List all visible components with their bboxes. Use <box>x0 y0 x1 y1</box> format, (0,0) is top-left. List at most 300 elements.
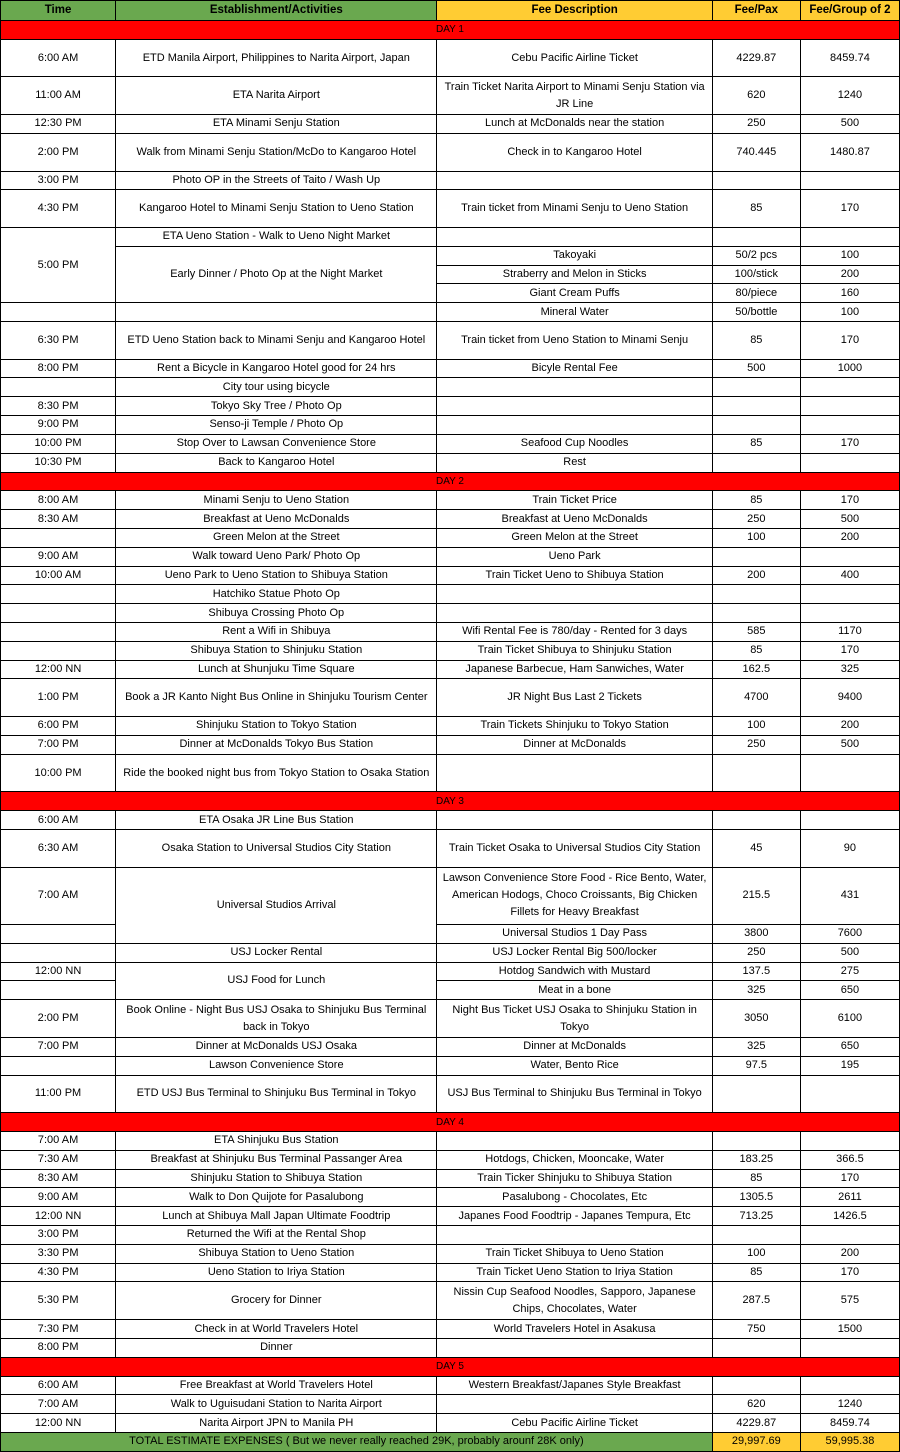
fee-pax-cell[interactable]: 85 <box>712 1169 800 1188</box>
time-cell[interactable]: 1:00 PM <box>1 679 116 717</box>
fee-group-cell[interactable]: 1240 <box>800 1395 899 1414</box>
fee-group-cell[interactable]: 8459.74 <box>800 1414 899 1433</box>
day-label[interactable]: DAY 4 <box>1 1113 900 1132</box>
fee-pax-cell[interactable] <box>712 754 800 792</box>
time-cell[interactable]: 5:30 PM <box>1 1282 116 1320</box>
fee-pax-cell[interactable]: 620 <box>712 77 800 115</box>
activity-cell[interactable]: Green Melon at the Street <box>116 528 437 547</box>
time-cell[interactable]: 7:00 AM <box>1 1395 116 1414</box>
activity-cell[interactable]: Walk from Minami Senju Station/McDo to Kangaroo Hotel <box>116 133 437 171</box>
fee-group-cell[interactable]: 200 <box>800 717 899 736</box>
fee-pax-cell[interactable]: 85 <box>712 641 800 660</box>
fee-pax-cell[interactable]: 4229.87 <box>712 39 800 77</box>
time-cell[interactable]: 4:30 PM <box>1 190 116 228</box>
activity-cell[interactable]: Walk toward Ueno Park/ Photo Op <box>116 547 437 566</box>
activity-cell[interactable]: Kangaroo Hotel to Minami Senju Station to Ueno Station <box>116 190 437 228</box>
day-row <box>1 1357 900 1376</box>
fee-description-cell[interactable] <box>437 397 712 416</box>
activity-cell[interactable]: Stop Over to Lawsan Convenience Store <box>116 434 437 453</box>
fee-description-cell[interactable]: Cebu Pacific Airline Ticket <box>437 39 712 77</box>
fee-group-cell[interactable]: 170 <box>800 641 899 660</box>
fee-group-cell[interactable] <box>800 227 899 246</box>
time-cell[interactable]: 12:00 NN <box>1 1207 116 1226</box>
activity-cell[interactable]: Ueno Station to Iriya Station <box>116 1263 437 1282</box>
fee-group-cell[interactable]: 195 <box>800 1056 899 1075</box>
fee-group-cell[interactable]: 160 <box>800 284 899 303</box>
fee-pax-cell[interactable]: 162.5 <box>712 660 800 679</box>
fee-pax-cell[interactable]: 85 <box>712 322 800 360</box>
activity-cell[interactable]: Back to Kangaroo Hotel <box>116 453 437 472</box>
activity-cell[interactable]: ETA Ueno Station - Walk to Ueno Night Market <box>116 227 437 246</box>
fee-pax-cell[interactable] <box>712 1226 800 1245</box>
fee-pax-cell[interactable]: 620 <box>712 1395 800 1414</box>
time-cell[interactable]: 7:00 AM <box>1 1131 116 1150</box>
fee-pax-cell[interactable]: 250 <box>712 115 800 134</box>
fee-group-cell[interactable] <box>800 397 899 416</box>
fee-description-cell[interactable]: Ueno Park <box>437 547 712 566</box>
time-cell[interactable]: 6:00 AM <box>1 39 116 77</box>
fee-pax-cell[interactable]: 80/piece <box>712 284 800 303</box>
fee-group-cell[interactable] <box>800 811 899 830</box>
activity-cell[interactable]: USJ Locker Rental <box>116 943 437 962</box>
fee-group-cell[interactable]: 275 <box>800 962 899 981</box>
fee-description-cell[interactable]: Train Tickets Shinjuku to Tokyo Station <box>437 717 712 736</box>
activity-cell[interactable]: Breakfast at Shinjuku Bus Terminal Passanger Area <box>116 1150 437 1169</box>
fee-pax-cell[interactable]: 4229.87 <box>712 1414 800 1433</box>
activity-cell[interactable]: ETA Shinjuku Bus Station <box>116 1131 437 1150</box>
fee-group-cell[interactable]: 200 <box>800 528 899 547</box>
fee-description-cell[interactable]: Lunch at McDonalds near the station <box>437 115 712 134</box>
fee-group-cell[interactable]: 431 <box>800 867 899 924</box>
fee-pax-cell[interactable]: 100 <box>712 528 800 547</box>
activity-cell[interactable]: Grocery for Dinner <box>116 1282 437 1320</box>
fee-pax-cell[interactable] <box>712 171 800 190</box>
time-cell[interactable]: 8:00 PM <box>1 359 116 378</box>
fee-description-cell[interactable]: Train ticket from Minami Senju to Ueno Station <box>437 190 712 228</box>
activity-cell[interactable]: Shibuya Crossing Photo Op <box>116 604 437 623</box>
fee-group-cell[interactable] <box>800 585 899 604</box>
time-cell[interactable]: 7:00 PM <box>1 1037 116 1056</box>
fee-pax-cell[interactable]: 750 <box>712 1320 800 1339</box>
fee-group-cell[interactable]: 1426.5 <box>800 1207 899 1226</box>
fee-pax-cell[interactable] <box>712 227 800 246</box>
fee-pax-cell[interactable]: 85 <box>712 491 800 510</box>
activity-cell[interactable] <box>116 303 437 322</box>
fee-description-cell[interactable]: Dinner at McDonalds <box>437 735 712 754</box>
fee-pax-cell[interactable]: 250 <box>712 735 800 754</box>
fee-description-cell[interactable]: Train Ticket Price <box>437 491 712 510</box>
fee-description-cell[interactable]: Train Ticket Shibuya to Ueno Station <box>437 1244 712 1263</box>
fee-description-cell[interactable]: Giant Cream Puffs <box>437 284 712 303</box>
fee-group-cell[interactable] <box>800 378 899 397</box>
time-cell[interactable]: 7:30 AM <box>1 1150 116 1169</box>
fee-group-cell[interactable] <box>800 1376 899 1395</box>
time-cell[interactable]: 10:00 AM <box>1 566 116 585</box>
fee-group-cell[interactable]: 650 <box>800 1037 899 1056</box>
fee-description-cell[interactable]: Green Melon at the Street <box>437 528 712 547</box>
fee-group-cell[interactable]: 9400 <box>800 679 899 717</box>
activity-cell[interactable]: ETD Manila Airport, Philippines to Narita Airport, Japan <box>116 39 437 77</box>
fee-description-cell[interactable]: Western Breakfast/Japanes Style Breakfast <box>437 1376 712 1395</box>
fee-pax-cell[interactable]: 100/stick <box>712 265 800 284</box>
fee-pax-cell[interactable]: 287.5 <box>712 1282 800 1320</box>
fee-pax-cell[interactable]: 100 <box>712 717 800 736</box>
table-row <box>1 416 900 435</box>
fee-description-cell[interactable] <box>437 585 712 604</box>
fee-description-cell[interactable] <box>437 754 712 792</box>
fee-description-cell[interactable] <box>437 378 712 397</box>
activity-cell[interactable]: Rent a Bicycle in Kangaroo Hotel good for 24 hrs <box>116 359 437 378</box>
fee-group-cell[interactable]: 1240 <box>800 77 899 115</box>
fee-pax-cell[interactable]: 137.5 <box>712 962 800 981</box>
fee-pax-cell[interactable]: 97.5 <box>712 1056 800 1075</box>
fee-description-cell[interactable]: Train Ticket Ueno to Shibuya Station <box>437 566 712 585</box>
fee-group-cell[interactable]: 325 <box>800 660 899 679</box>
activity-cell[interactable]: Book a JR Kanto Night Bus Online in Shinjuku Tourism Center <box>116 679 437 717</box>
activity-cell[interactable]: Tokyo Sky Tree / Photo Op <box>116 397 437 416</box>
fee-pax-cell[interactable] <box>712 378 800 397</box>
fee-description-cell[interactable] <box>437 811 712 830</box>
activity-cell[interactable]: City tour using bicycle <box>116 378 437 397</box>
activity-cell[interactable]: Lunch at Shibuya Mall Japan Ultimate Foodtrip <box>116 1207 437 1226</box>
activity-cell[interactable]: Check in at World Travelers Hotel <box>116 1320 437 1339</box>
activity-cell[interactable]: Early Dinner / Photo Op at the Night Market <box>116 246 437 302</box>
fee-group-cell[interactable]: 170 <box>800 434 899 453</box>
fee-group-cell[interactable]: 366.5 <box>800 1150 899 1169</box>
fee-description-cell[interactable]: Train Ticket Osaka to Universal Studios City Station <box>437 829 712 867</box>
fee-group-cell[interactable]: 8459.74 <box>800 39 899 77</box>
activity-cell[interactable]: Universal Studios Arrival <box>116 867 437 943</box>
fee-description-cell[interactable]: Cebu Pacific Airline Ticket <box>437 1414 712 1433</box>
fee-description-cell[interactable]: JR Night Bus Last 2 Tickets <box>437 679 712 717</box>
fee-pax-cell[interactable]: 500 <box>712 359 800 378</box>
fee-description-cell[interactable] <box>437 416 712 435</box>
fee-pax-cell[interactable]: 713.25 <box>712 1207 800 1226</box>
activity-cell[interactable]: USJ Food for Lunch <box>116 962 437 1000</box>
activity-cell[interactable]: Shinjuku Station to Shibuya Station <box>116 1169 437 1188</box>
activity-cell[interactable]: Rent a Wifi in Shibuya <box>116 623 437 642</box>
time-cell[interactable]: 12:30 PM <box>1 115 116 134</box>
activity-cell[interactable]: Ride the booked night bus from Tokyo Station to Osaka Station <box>116 754 437 792</box>
time-cell[interactable] <box>1 943 116 962</box>
activity-cell[interactable]: ETA Narita Airport <box>116 77 437 115</box>
fee-pax-cell[interactable]: 200 <box>712 566 800 585</box>
fee-pax-cell[interactable]: 1305.5 <box>712 1188 800 1207</box>
table-row <box>1 1150 900 1169</box>
time-cell[interactable]: 2:00 PM <box>1 133 116 171</box>
fee-group-cell[interactable]: 170 <box>800 322 899 360</box>
fee-description-cell[interactable]: Seafood Cup Noodles <box>437 434 712 453</box>
fee-group-cell[interactable] <box>800 1226 899 1245</box>
time-cell[interactable]: 5:00 PM <box>1 227 116 302</box>
fee-group-cell[interactable]: 170 <box>800 190 899 228</box>
fee-group-cell[interactable]: 500 <box>800 735 899 754</box>
activity-cell[interactable]: Senso-ji Temple / Photo Op <box>116 416 437 435</box>
activity-cell[interactable]: Lunch at Shunjuku Time Square <box>116 660 437 679</box>
time-cell[interactable] <box>1 981 116 1000</box>
time-cell[interactable]: 8:00 AM <box>1 491 116 510</box>
fee-description-cell[interactable]: Wifi Rental Fee is 780/day - Rented for 3 days <box>437 623 712 642</box>
fee-pax-cell[interactable] <box>712 585 800 604</box>
fee-pax-header[interactable]: Fee/Pax <box>712 1 800 21</box>
fee-group-cell[interactable] <box>800 453 899 472</box>
table-row <box>1 1226 900 1245</box>
fee-description-cell[interactable]: Nissin Cup Seafood Noodles, Sapporo, Japanese Chips, Chocolates, Water <box>437 1282 712 1320</box>
fee-group-cell[interactable]: 400 <box>800 566 899 585</box>
time-cell[interactable]: 9:00 AM <box>1 547 116 566</box>
time-cell[interactable] <box>1 585 116 604</box>
time-cell[interactable]: 6:00 AM <box>1 811 116 830</box>
fee-description-cell[interactable]: Japanes Food Foodtrip - Japanes Tempura, Etc <box>437 1207 712 1226</box>
time-cell[interactable] <box>1 925 116 944</box>
time-cell[interactable] <box>1 1056 116 1075</box>
fee-group-cell[interactable]: 200 <box>800 265 899 284</box>
total-pax[interactable]: 29,997.69 <box>712 1432 800 1451</box>
fee-pax-cell[interactable]: 250 <box>712 510 800 529</box>
fee-group-cell[interactable] <box>800 416 899 435</box>
activity-cell[interactable]: Dinner at McDonalds USJ Osaka <box>116 1037 437 1056</box>
fee-description-cell[interactable]: Lawson Convenience Store Food - Rice Bento, Water, American Hodogs, Choco Croissants, Big Chicken Fillets for Heavy Breakfast <box>437 867 712 924</box>
fee-description-cell[interactable]: Pasalubong - Chocolates, Etc <box>437 1188 712 1207</box>
fee-group-cell[interactable] <box>800 1131 899 1150</box>
fee-description-cell[interactable] <box>437 227 712 246</box>
fee-group-cell[interactable]: 500 <box>800 510 899 529</box>
activity-cell[interactable]: Shinjuku Station to Tokyo Station <box>116 717 437 736</box>
fee-group-cell[interactable]: 170 <box>800 1263 899 1282</box>
time-cell[interactable]: 3:00 PM <box>1 1226 116 1245</box>
activity-cell[interactable]: Ueno Park to Ueno Station to Shibuya Station <box>116 566 437 585</box>
fee-description-cell[interactable]: Train Ticket Shibuya to Shinjuku Station <box>437 641 712 660</box>
time-cell[interactable] <box>1 641 116 660</box>
time-cell[interactable]: 10:00 PM <box>1 434 116 453</box>
fee-description-cell[interactable]: Rest <box>437 453 712 472</box>
fee-description-header[interactable]: Fee Description <box>437 1 712 21</box>
time-cell[interactable]: 8:30 PM <box>1 397 116 416</box>
fee-pax-cell[interactable]: 85 <box>712 434 800 453</box>
activity-cell[interactable]: Osaka Station to Universal Studios City Station <box>116 829 437 867</box>
day-label[interactable]: DAY 3 <box>1 792 900 811</box>
activity-cell[interactable]: Dinner <box>116 1338 437 1357</box>
fee-group-cell[interactable]: 1480.87 <box>800 133 899 171</box>
time-cell[interactable]: 12:00 NN <box>1 660 116 679</box>
time-cell[interactable]: 2:00 PM <box>1 1000 116 1038</box>
fee-group-cell[interactable]: 1170 <box>800 623 899 642</box>
fee-description-cell[interactable]: Breakfast at Ueno McDonalds <box>437 510 712 529</box>
fee-group-cell[interactable] <box>800 171 899 190</box>
fee-pax-cell[interactable]: 4700 <box>712 679 800 717</box>
fee-description-cell[interactable]: Hotdog Sandwich with Mustard <box>437 962 712 981</box>
fee-description-cell[interactable] <box>437 1338 712 1357</box>
activity-cell[interactable]: Walk to Uguisudani Station to Narita Airport <box>116 1395 437 1414</box>
activity-cell[interactable]: Photo OP in the Streets of Taito / Wash Up <box>116 171 437 190</box>
activity-cell[interactable]: Returned the Wifi at the Rental Shop <box>116 1226 437 1245</box>
fee-group-cell[interactable] <box>800 1075 899 1113</box>
fee-description-cell[interactable]: Bicyle Rental Fee <box>437 359 712 378</box>
fee-pax-cell[interactable] <box>712 1376 800 1395</box>
time-cell[interactable]: 12:00 NN <box>1 962 116 981</box>
fee-pax-cell[interactable]: 325 <box>712 1037 800 1056</box>
fee-pax-cell[interactable]: 3800 <box>712 925 800 944</box>
day-label[interactable]: DAY 2 <box>1 472 900 491</box>
time-cell[interactable]: 9:00 AM <box>1 1188 116 1207</box>
fee-pax-cell[interactable]: 85 <box>712 190 800 228</box>
day-label[interactable]: DAY 5 <box>1 1357 900 1376</box>
fee-pax-cell[interactable]: 250 <box>712 943 800 962</box>
activity-cell[interactable]: Breakfast at Ueno McDonalds <box>116 510 437 529</box>
activity-cell[interactable]: ETA Minami Senju Station <box>116 115 437 134</box>
activity-cell[interactable]: ETA Osaka JR Line Bus Station <box>116 811 437 830</box>
time-cell[interactable]: 4:30 PM <box>1 1263 116 1282</box>
time-cell[interactable]: 8:00 PM <box>1 1338 116 1357</box>
fee-pax-cell[interactable]: 50/2 pcs <box>712 246 800 265</box>
fee-description-cell[interactable]: Japanese Barbecue, Ham Sanwiches, Water <box>437 660 712 679</box>
time-cell[interactable] <box>1 623 116 642</box>
time-cell[interactable]: 6:00 PM <box>1 717 116 736</box>
fee-pax-cell[interactable]: 740.445 <box>712 133 800 171</box>
fee-pax-cell[interactable]: 100 <box>712 1244 800 1263</box>
total-group[interactable]: 59,995.38 <box>800 1432 899 1451</box>
time-cell[interactable] <box>1 604 116 623</box>
time-cell[interactable]: 12:00 NN <box>1 1414 116 1433</box>
time-cell[interactable]: 8:30 AM <box>1 510 116 529</box>
fee-group-cell[interactable]: 2611 <box>800 1188 899 1207</box>
fee-group-cell[interactable]: 100 <box>800 246 899 265</box>
day-label[interactable]: DAY 1 <box>1 21 900 40</box>
time-cell[interactable]: 3:30 PM <box>1 1244 116 1263</box>
fee-description-cell[interactable]: Water, Bento Rice <box>437 1056 712 1075</box>
fee-description-cell[interactable] <box>437 1226 712 1245</box>
fee-description-cell[interactable]: Takoyaki <box>437 246 712 265</box>
activity-cell[interactable]: Shibuya Station to Ueno Station <box>116 1244 437 1263</box>
fee-pax-cell[interactable] <box>712 416 800 435</box>
fee-group-cell[interactable] <box>800 1338 899 1357</box>
fee-pax-cell[interactable] <box>712 547 800 566</box>
time-cell[interactable]: 7:30 PM <box>1 1320 116 1339</box>
fee-description-cell[interactable]: Mineral Water <box>437 303 712 322</box>
fee-pax-cell[interactable]: 3050 <box>712 1000 800 1038</box>
fee-description-cell[interactable] <box>437 604 712 623</box>
table-row <box>1 246 900 265</box>
time-cell[interactable] <box>1 528 116 547</box>
fee-group-cell[interactable]: 90 <box>800 829 899 867</box>
establishment-header[interactable]: Establishment/Activities <box>116 1 437 21</box>
fee-pax-cell[interactable]: 85 <box>712 1263 800 1282</box>
time-cell[interactable]: 11:00 PM <box>1 1075 116 1113</box>
activity-cell[interactable]: Hatchiko Statue Photo Op <box>116 585 437 604</box>
time-cell[interactable]: 10:30 PM <box>1 453 116 472</box>
fee-group-cell[interactable]: 650 <box>800 981 899 1000</box>
fee-group-cell[interactable]: 200 <box>800 1244 899 1263</box>
fee-description-cell[interactable]: Universal Studios 1 Day Pass <box>437 925 712 944</box>
time-cell[interactable] <box>1 378 116 397</box>
fee-group-cell[interactable]: 6100 <box>800 1000 899 1038</box>
time-header[interactable]: Time <box>1 1 116 21</box>
time-cell[interactable]: 8:30 AM <box>1 1169 116 1188</box>
time-cell[interactable]: 9:00 PM <box>1 416 116 435</box>
fee-description-cell[interactable]: USJ Bus Terminal to Shinjuku Bus Terminal in Tokyo <box>437 1075 712 1113</box>
activity-cell[interactable]: Lawson Convenience Store <box>116 1056 437 1075</box>
fee-group-cell[interactable]: 100 <box>800 303 899 322</box>
fee-description-cell[interactable]: Hotdogs, Chicken, Mooncake, Water <box>437 1150 712 1169</box>
fee-group-cell[interactable]: 500 <box>800 943 899 962</box>
fee-description-cell[interactable] <box>437 171 712 190</box>
fee-group-cell[interactable]: 575 <box>800 1282 899 1320</box>
fee-pax-cell[interactable]: 325 <box>712 981 800 1000</box>
fee-description-cell[interactable] <box>437 1395 712 1414</box>
fee-pax-cell[interactable]: 215.5 <box>712 867 800 924</box>
fee-description-cell[interactable]: Night Bus Ticket USJ Osaka to Shinjuku Station in Tokyo <box>437 1000 712 1038</box>
fee-description-cell[interactable] <box>437 1131 712 1150</box>
fee-group-cell[interactable] <box>800 604 899 623</box>
fee-pax-cell[interactable]: 183.25 <box>712 1150 800 1169</box>
time-cell[interactable]: 6:00 AM <box>1 1376 116 1395</box>
activity-cell[interactable]: Free Breakfast at World Travelers Hotel <box>116 1376 437 1395</box>
day-row <box>1 792 900 811</box>
activity-cell[interactable]: Book Online - Night Bus USJ Osaka to Shinjuku Bus Terminal back in Tokyo <box>116 1000 437 1038</box>
time-cell[interactable] <box>1 303 116 322</box>
fee-description-cell[interactable]: World Travelers Hotel in Asakusa <box>437 1320 712 1339</box>
fee-group-cell[interactable]: 500 <box>800 115 899 134</box>
total-label[interactable]: TOTAL ESTIMATE EXPENSES ( But we never really reached 29K, probably arounf 28K only) <box>1 1432 713 1451</box>
fee-pax-cell[interactable]: 50/bottle <box>712 303 800 322</box>
fee-description-cell[interactable]: USJ Locker Rental Big 500/locker <box>437 943 712 962</box>
fee-group-cell[interactable]: 170 <box>800 491 899 510</box>
fee-description-cell[interactable]: Train Ticker Shinjuku to Shibuya Station <box>437 1169 712 1188</box>
fee-group-header[interactable]: Fee/Group of 2 <box>800 1 899 21</box>
fee-pax-cell[interactable] <box>712 604 800 623</box>
fee-group-cell[interactable]: 170 <box>800 1169 899 1188</box>
fee-pax-cell[interactable]: 45 <box>712 829 800 867</box>
activity-cell[interactable]: Minami Senju to Ueno Station <box>116 491 437 510</box>
time-cell[interactable]: 7:00 PM <box>1 735 116 754</box>
fee-pax-cell[interactable] <box>712 1338 800 1357</box>
fee-pax-cell[interactable] <box>712 397 800 416</box>
fee-pax-cell[interactable] <box>712 1131 800 1150</box>
fee-group-cell[interactable]: 1500 <box>800 1320 899 1339</box>
day-row <box>1 21 900 40</box>
activity-cell[interactable]: Dinner at McDonalds Tokyo Bus Station <box>116 735 437 754</box>
fee-description-cell[interactable]: Train Ticket Ueno Station to Iriya Station <box>437 1263 712 1282</box>
fee-pax-cell[interactable] <box>712 811 800 830</box>
fee-group-cell[interactable] <box>800 547 899 566</box>
activity-cell[interactable]: ETD Ueno Station back to Minami Senju and Kangaroo Hotel <box>116 322 437 360</box>
day-row <box>1 1113 900 1132</box>
activity-cell[interactable]: ETD USJ Bus Terminal to Shinjuku Bus Terminal in Tokyo <box>116 1075 437 1113</box>
time-cell[interactable]: 6:30 AM <box>1 829 116 867</box>
fee-pax-cell[interactable] <box>712 1075 800 1113</box>
fee-group-cell[interactable]: 7600 <box>800 925 899 944</box>
activity-cell[interactable]: Walk to Don Quijote for Pasalubong <box>116 1188 437 1207</box>
table-row <box>1 1395 900 1414</box>
time-cell[interactable]: 3:00 PM <box>1 171 116 190</box>
time-cell[interactable]: 11:00 AM <box>1 77 116 115</box>
fee-group-cell[interactable]: 1000 <box>800 359 899 378</box>
fee-description-cell[interactable]: Dinner at McDonalds <box>437 1037 712 1056</box>
fee-description-cell[interactable]: Meat in a bone <box>437 981 712 1000</box>
time-cell[interactable]: 7:00 AM <box>1 867 116 924</box>
fee-description-cell[interactable]: Straberry and Melon in Sticks <box>437 265 712 284</box>
fee-description-cell[interactable]: Train Ticket Narita Airport to Minami Senju Station via JR Line <box>437 77 712 115</box>
fee-pax-cell[interactable] <box>712 453 800 472</box>
time-cell[interactable]: 6:30 PM <box>1 322 116 360</box>
fee-group-cell[interactable] <box>800 754 899 792</box>
time-cell[interactable]: 10:00 PM <box>1 754 116 792</box>
activity-cell[interactable]: Narita Airport JPN to Manila PH <box>116 1414 437 1433</box>
fee-description-cell[interactable]: Check in to Kangaroo Hotel <box>437 133 712 171</box>
fee-description-cell[interactable]: Train ticket from Ueno Station to Minami Senju <box>437 322 712 360</box>
activity-cell[interactable]: Shibuya Station to Shinjuku Station <box>116 641 437 660</box>
fee-pax-cell[interactable]: 585 <box>712 623 800 642</box>
